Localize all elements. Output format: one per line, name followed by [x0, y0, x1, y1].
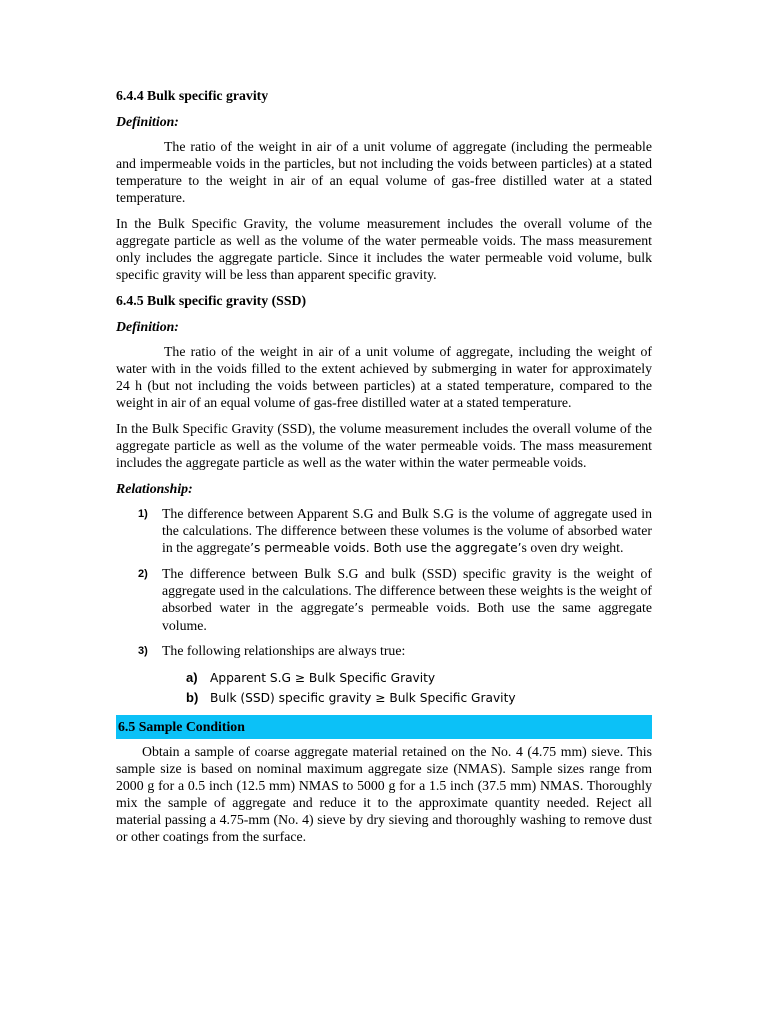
definition-paragraph: The ratio of the weight in air of a unit volume of aggregate, including the weight of water with in the voids filled to the extent achieved by submerging in water for approximately 24 h (but not including the voids between particles) at a stated temperature, compared to the weight in air of an equal volume of gas-free distilled water at a stated temperature. — [116, 344, 652, 410]
list-item — [116, 505, 652, 557]
relationship-list — [116, 505, 652, 707]
list-item-text: s permeable voids. Both use the aggregate — [253, 541, 518, 555]
list-item — [116, 642, 652, 707]
sub-list-item — [162, 669, 652, 687]
list-item-text: The following relationships are always true: — [162, 643, 406, 658]
sample-condition-paragraph: Obtain a sample of coarse aggregate material retained on the No. 4 (4.75 mm) sieve. This sample size is based on nominal maximum aggregate size (NMAS). Sample sizes range from 2000 g for a 0.5 inch (12.5 mm) NMAS to 5000 g for a 1.5 inch (37.5 mm) NMAS. Thoroughly mix the sample of aggregate and reduce it to the approximate quantity needed. Reject all material passing a 4.75-mm (No. 4) sieve by dry sieving and thoroughly washing to remove dust or other coatings from the surface. — [116, 744, 652, 844]
sub-list — [162, 669, 652, 707]
sub-list-letter: a) — [186, 670, 198, 685]
list-item-text: The difference between Bulk S.G and bulk (SSD) specific gravity is the weight of aggregate used in the calculations. The difference between these weights is the weight of absorbed water in the aggregate — [162, 566, 652, 615]
list-item — [116, 565, 652, 634]
definition-label: Definition: — [116, 319, 179, 334]
explanation-paragraph: In the Bulk Specific Gravity (SSD), the volume measurement includes the overall volume of the aggregate particle as well as the volume of the water permeable voids. The mass measurement includes the aggregate particle as well as the water within the water permeable voids. — [116, 421, 652, 470]
section-heading-645: 6.4.5 Bulk specific gravity (SSD) — [116, 293, 307, 308]
section-heading-644: 6.4.4 Bulk specific gravity — [116, 88, 269, 103]
list-item-text: The difference between Apparent S.G and Bulk S.G is the volume of aggregate used in the calculations. The difference between these volumes is the volume of absorbed water in the aggregate — [162, 506, 652, 555]
apostrophe-glyph: ’ — [354, 601, 359, 615]
list-number: 2) — [138, 568, 148, 580]
sub-list-text: Apparent S.G ≥ Bulk Specific Gravity — [210, 671, 436, 685]
section-heading-bar: 6.5 Sample Condition — [116, 715, 652, 739]
apostrophe-glyph: ’ — [250, 541, 254, 555]
list-number: 3) — [138, 645, 148, 657]
list-number: 1) — [138, 508, 148, 520]
explanation-paragraph: In the Bulk Specific Gravity, the volume measurement includes the overall volume of the aggregate particle as well as the volume of the water permeable voids. The mass measurement only includes the aggregate particle. Since it includes the water permeable void volume, bulk specific gravity will be less than apparent specific gravity. — [116, 216, 652, 282]
relationship-label: Relationship: — [116, 481, 193, 496]
sub-list-text: Bulk (SSD) specific gravity ≥ Bulk Specific Gravity — [210, 691, 516, 705]
definition-paragraph: The ratio of the weight in air of a unit volume of aggregate (including the permeable and impermeable voids in the particles, but not including the voids between particles) at a stated temperature to the weight in air of an equal volume of gas-free distilled water at a stated temperature. — [116, 139, 652, 205]
sub-list-letter: b) — [186, 690, 199, 705]
list-item-text: s permeable voids. Both use the same aggregate volume. — [162, 600, 653, 633]
list-item-text: s oven dry weight. — [521, 540, 624, 555]
apostrophe-glyph: ’ — [517, 541, 522, 555]
sub-list-item — [162, 689, 652, 707]
document-body — [116, 87, 652, 845]
definition-label: Definition: — [116, 114, 179, 129]
